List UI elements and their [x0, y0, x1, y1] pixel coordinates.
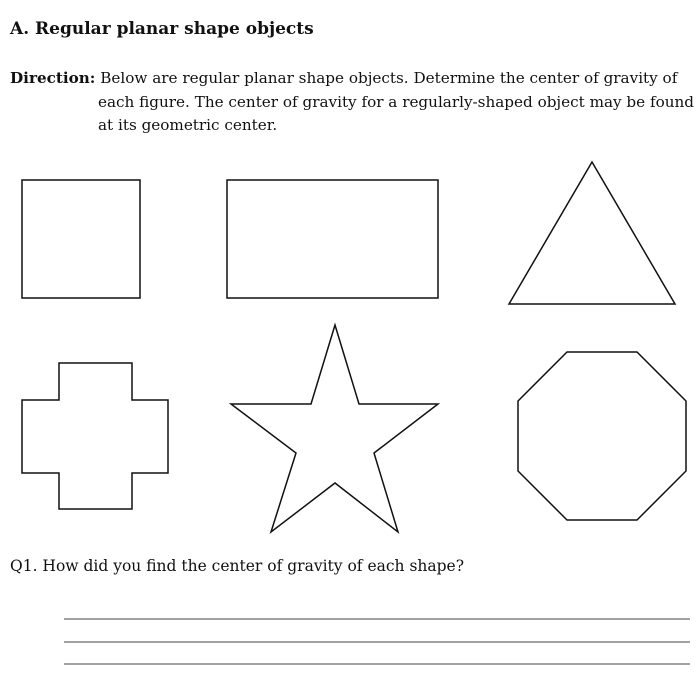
star-shape	[231, 325, 438, 532]
question-1: Q1. How did you find the center of gravity of each shape?	[10, 557, 465, 575]
rectangle-shape	[227, 180, 438, 298]
section-title: A. Regular planar shape objects	[10, 19, 314, 39]
triangle-shape	[509, 162, 675, 304]
direction-text: Below are regular planar shape objects. Determine the center of gravity of each figure. The center of gravity for a regularly-shaped object may be found at its geometric center.	[95, 69, 695, 134]
square-shape	[22, 180, 140, 298]
octagon-shape	[518, 352, 686, 520]
answer-lines	[64, 619, 690, 664]
cross-shape	[22, 363, 168, 509]
direction-label: Direction:	[10, 69, 96, 87]
